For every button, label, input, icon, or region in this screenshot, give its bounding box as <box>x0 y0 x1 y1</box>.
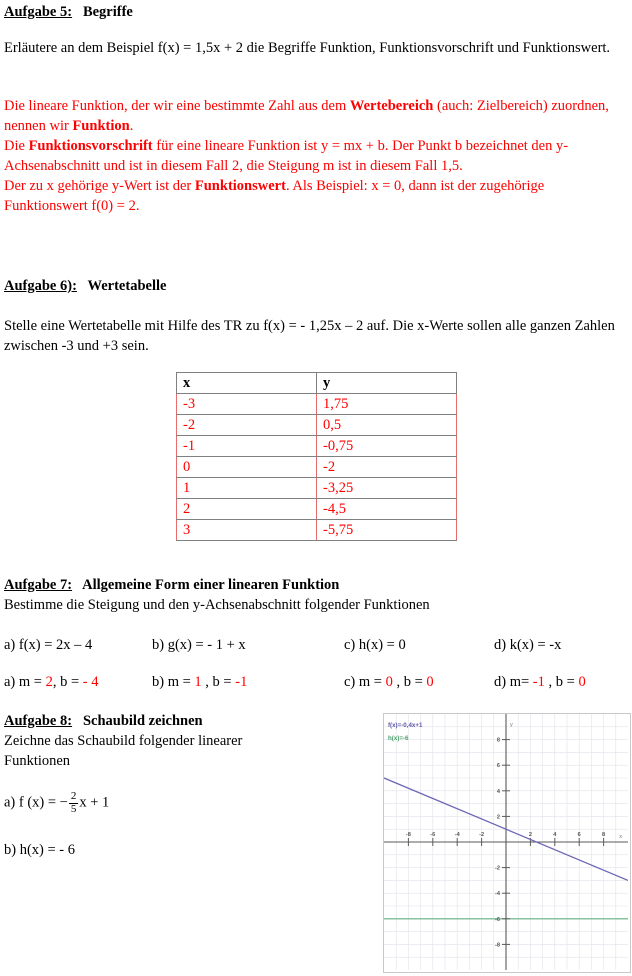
t5-p1-bold1: Wertebereich <box>349 98 434 114</box>
t5-p2-b: für eine lineare Funktion ist y = mx + b. Der Punkt b bezeichnet den y-Achsenabschnitt und ist in diesem Fall 2, die Steigung m ist in diesem Fall 1,5. <box>4 138 569 174</box>
y-tick-label: -6 <box>495 916 500 923</box>
wertetabelle-body <box>177 373 457 541</box>
t7d-mid: , b = <box>544 674 579 690</box>
task7-answer-c <box>344 672 434 692</box>
t7b-b: -1 <box>235 674 248 690</box>
t7c-b: 0 <box>426 674 434 690</box>
table-cell-y: 1,75 <box>317 394 457 415</box>
table-cell-y: -3,25 <box>317 478 457 499</box>
table-cell-y: -5,75 <box>317 520 457 541</box>
t7a-mid: , b = <box>52 674 83 690</box>
t7c-prefix: c) m = <box>344 674 386 690</box>
task8-prompt-line1: Zeichne das Schaubild folgender linearer <box>4 733 243 749</box>
task8-item-a <box>4 791 109 815</box>
fraction-numerator: 2 <box>70 790 77 802</box>
fraction-two-fifths <box>69 791 79 815</box>
y-tick-label: 2 <box>496 814 500 821</box>
task5-heading-label: Aufgabe 5: <box>4 4 73 20</box>
t5-p1-a: Die lineare Funktion, der wir eine bestimmte Zahl aus dem <box>4 98 350 114</box>
legend-entry-h: h(x)=-6 <box>388 735 409 742</box>
table-row <box>177 520 457 541</box>
t5-p2-bold1: Funktionsvorschrift <box>28 138 153 154</box>
coordinate-plane-svg <box>384 714 628 970</box>
task7-question-b: b) g(x) = - 1 + x <box>152 637 246 653</box>
table-cell-x: -2 <box>177 415 317 436</box>
table-cell-x: -1 <box>177 436 317 457</box>
y-tick-label: -2 <box>495 865 500 872</box>
table-header-row <box>177 373 457 394</box>
table-cell-y: -0,75 <box>317 436 457 457</box>
task7-question-c: c) h(x) = 0 <box>344 637 406 653</box>
task8-heading-title: Schaubild zeichnen <box>82 713 203 729</box>
function-graph-image <box>383 713 631 973</box>
table-row <box>177 415 457 436</box>
wertetabelle <box>176 372 457 541</box>
task8-heading <box>4 713 203 730</box>
wertetabelle-wrapper <box>176 372 457 541</box>
x-tick-label: 2 <box>528 832 532 838</box>
table-row <box>177 394 457 415</box>
table-cell-x: 2 <box>177 499 317 520</box>
x-tick-label: 6 <box>577 832 581 838</box>
task5-answer-paragraph-2 <box>4 136 626 176</box>
t7a-prefix: a) m = <box>4 674 46 690</box>
t5-p1-bold2: Funktion <box>72 118 130 134</box>
task8-prompt-line2: Funktionen <box>4 753 71 769</box>
y-tick-label: 6 <box>496 763 500 770</box>
y-tick-label: 4 <box>496 788 500 795</box>
x-tick-label: 8 <box>602 832 606 838</box>
x-tick-label: -8 <box>405 832 411 838</box>
x-tick-label: 4 <box>553 832 557 838</box>
t7b-mid: , b = <box>201 674 236 690</box>
x-tick-label: -2 <box>479 832 485 838</box>
t7b-m: 1 <box>194 674 202 690</box>
fraction-denominator: 5 <box>70 802 77 815</box>
table-row <box>177 499 457 520</box>
y-tick-label: -4 <box>495 891 500 898</box>
t7d-prefix: d) m= <box>494 674 533 690</box>
x-axis-label: x <box>619 834 622 840</box>
table-cell-y: -4,5 <box>317 499 457 520</box>
task5-answer-paragraph-1 <box>4 96 626 136</box>
table-cell-x: 3 <box>177 520 317 541</box>
t5-p3-a: Der zu x gehörige y-Wert ist der <box>4 178 195 194</box>
t5-p3-b: . Als Beispiel: x = 0, dann ist der zugehörige Funktionswert f(0) = 2. <box>4 178 545 214</box>
t7d-m: -1 <box>532 674 545 690</box>
task7-question-a: a) f(x) = 2x – 4 <box>4 637 93 653</box>
task6-heading-label: Aufgabe 6): <box>4 278 77 294</box>
task7-answer-b <box>152 672 247 692</box>
table-cell-x: 1 <box>177 478 317 499</box>
t7d-b: 0 <box>578 674 586 690</box>
table-header-x: x <box>177 373 317 394</box>
table-row <box>177 478 457 499</box>
t7b-prefix: b) m = <box>152 674 195 690</box>
task8-item-a-prefix: a) f (x) = − <box>4 794 68 811</box>
task7-question-d: d) k(x) = -x <box>494 637 562 653</box>
task7-heading <box>4 577 339 594</box>
x-tick-label: -6 <box>430 832 436 838</box>
task8-item-b: b) h(x) = - 6 <box>4 842 75 858</box>
task6-prompt: Stelle eine Wertetabelle mit Hilfe des TR zu f(x) = - 1,25x – 2 auf. Die x-Werte sollen alle ganzen Zahlen zwischen -3 und +3 sein. <box>4 318 615 354</box>
task6-heading-title: Wertetabelle <box>87 278 167 294</box>
table-row <box>177 457 457 478</box>
task8-prompt <box>4 731 344 771</box>
t7a-m: 2 <box>45 674 53 690</box>
y-tick-label: 8 <box>496 737 500 744</box>
task8-heading-label: Aufgabe 8: <box>4 713 73 729</box>
task5-answer <box>4 96 626 216</box>
x-tick-label: -4 <box>454 832 460 838</box>
task6-heading <box>4 278 166 295</box>
table-cell-x: -3 <box>177 394 317 415</box>
t7a-b: - 4 <box>82 674 99 690</box>
task7-heading-title: Allgemeine Form einer linearen Funktion <box>82 577 340 593</box>
table-cell-x: 0 <box>177 457 317 478</box>
y-tick-label: -8 <box>495 942 500 949</box>
task8-item-a-suffix: x + 1 <box>79 794 110 811</box>
table-header-y: y <box>317 373 457 394</box>
t5-p3-bold1: Funktionswert <box>194 178 286 194</box>
table-row <box>177 436 457 457</box>
table-cell-y: -2 <box>317 457 457 478</box>
t7c-mid: , b = <box>392 674 427 690</box>
task5-prompt: Erläutere an dem Beispiel f(x) = 1,5x + 2 die Begriffe Funktion, Funktionsvorschrift und Funktionswert. <box>4 40 611 56</box>
t5-p1-c: . <box>129 118 134 134</box>
task7-prompt: Bestimme die Steigung und den y-Achsenabschnitt folgender Funktionen <box>4 597 430 613</box>
t7c-m: 0 <box>385 674 393 690</box>
legend-entry-f: f(x)=-0,4x+1 <box>388 722 423 729</box>
t5-p1-b: (auch: Zielbereich) zuordnen, nennen wir <box>4 98 609 134</box>
t5-p2-a: Die <box>4 138 29 154</box>
task7-answer-a <box>4 672 99 692</box>
task5-heading-title: Begriffe <box>82 4 133 20</box>
task7-answer-d <box>494 672 586 692</box>
task7-heading-label: Aufgabe 7: <box>4 577 73 593</box>
task5-answer-paragraph-3 <box>4 176 626 216</box>
table-cell-y: 0,5 <box>317 415 457 436</box>
y-axis-label: y <box>510 722 513 728</box>
task5-heading <box>4 4 133 21</box>
